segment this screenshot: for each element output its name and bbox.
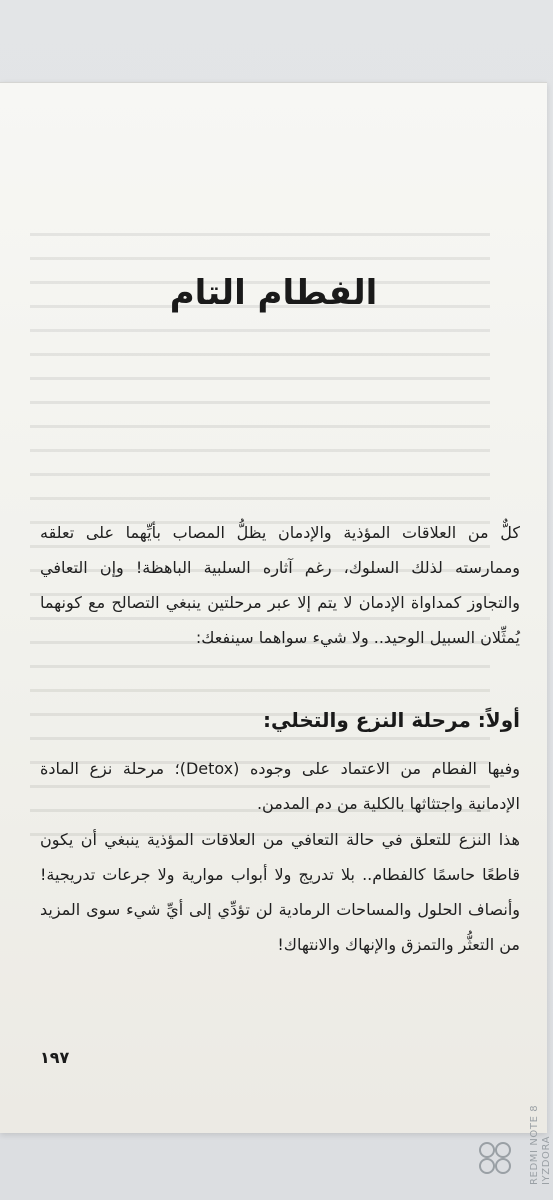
section-paragraph-2: هذا النزع للتعلق في حالة التعافي من العلاقات المؤذية ينبغي أن يكون قاطعًا حاسمًا كالفطام.. بلا تدريج ولا أبواب موارية ولا جرعات تدريجية! وأنصاف الحلول والمساحات الرمادية لن تؤدِّي إلى أيِّ شيء سوى المزيد من التعثُّر والتمزق والإنهاك والانتهاك! — [40, 830, 520, 954]
watermark-device: REDMI NOTE 8 — [529, 1104, 540, 1185]
page-number: ١٩٧ — [40, 1048, 70, 1067]
watermark-user: IYZDORA — [541, 1135, 552, 1185]
camera-watermark — [529, 1055, 553, 1185]
section-paragraph-1: وفيها الفطام من الاعتماد على وجوده (Detox)؛ مرحلة نزع المادة الإدمانية واجتثاثها بالكلية من دم المدمن. — [40, 759, 520, 813]
intro-paragraph: كلٌّ من العلاقات المؤذية والإدمان يظلُّ المصاب بأيِّهما على تعلقه وممارسته لذلك السلوك، رغم آثاره السلبية الباهظة! وإن التعافي والتجاوز كمداواة الإدمان لا يتم إلا عبر مرحلتين ينبغي التصالح مع كونهما يُمثِّلان السبيل الوحيد.. ولا شيء سواهما سينفعك: — [40, 523, 520, 647]
section-heading: أولاً: مرحلة النزع والتخلي: — [262, 708, 520, 732]
book-page — [0, 82, 547, 1133]
camera-lens-icon — [477, 1140, 513, 1176]
chapter-title: الفطام التام — [169, 273, 378, 313]
